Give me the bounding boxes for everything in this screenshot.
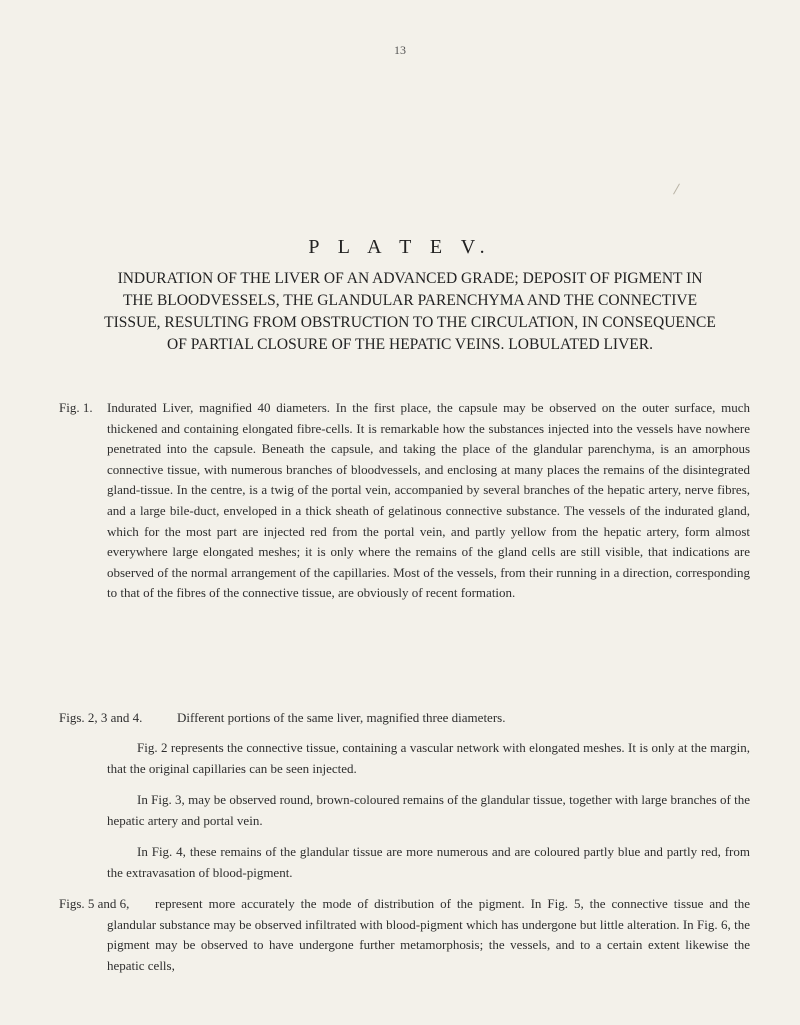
figs234-text: Different portions of the same liver, magnified three diameters. — [177, 710, 506, 725]
heading-line: THE BLOODVESSELS, THE GLANDULAR PARENCHYMA AND THE CONNECTIVE — [122, 292, 698, 309]
page-number: 13 — [394, 43, 406, 57]
plate-heading — [50, 268, 770, 356]
figs234-label: Figs. 2, 3 and 4. — [59, 710, 143, 725]
heading-line: OF PARTIAL CLOSURE OF THE HEPATIC VEINS. LOBULATED LIVER. — [167, 336, 653, 353]
fig4-paragraph: In Fig. 4, these remains of the glandular tissue are more numerous and are coloured partly blue and partly red, from the extravasation of blood-pigment. — [107, 844, 750, 880]
figs56-text: represent more accurately the mode of distribution of the pigment. In Fig. 5, the connective tissue and the glandular substance may be observed infiltrated with blood-pigment which has undergone but little alteration. In Fig. 6, the pigment may be observed to have undergone further metamorphosis; the vessels, and to a certain extent likewise the hepatic cells, — [107, 896, 750, 973]
fig3-paragraph: In Fig. 3, may be observed round, brown-coloured remains of the glandular tissue, together with large branches of the hepatic artery and portal vein. — [107, 792, 750, 828]
heading-line: INDURATION OF THE LIVER OF AN ADVANCED GRADE; DEPOSIT OF PIGMENT IN — [117, 270, 703, 287]
fig1-label: Fig. 1. — [59, 400, 93, 415]
stray-mark — [673, 184, 680, 195]
plate-title: P L A T E V. — [308, 236, 492, 258]
figs56-label: Figs. 5 and 6, — [59, 896, 130, 911]
fig1-text: Indurated Liver, magnified 40 diameters. In the first place, the capsule may be observed on the outer surface, much thickened and containing elongated fibre-cells. It is remarkable how the substances injected into the vessels have nowhere penetrated into the capsule. Beneath the capsule, and taking the place of the glandular parenchyma, is an amorphous connective tissue, with numerous branches of bloodvessels, and enclosing at many places the remains of the disintegrated gland-tissue. In the centre, is a twig of the portal vein, accompanied by several branches of the hepatic artery, nerve fibres, and a large bile-duct, enveloped in a thick sheath of gelatinous connective substance. The vessels of the indurated gland, which for the most part are injected red from the portal vein, and partly yellow from the hepatic artery, form almost everywhere large elongated meshes; it is only where the remains of the gland cells are still visible, that indications are observed of the normal arrangement of the capillaries. Most of the vessels, from their running in a direction, corresponding to that of the fibres of the connective tissue, are obviously of recent formation. — [107, 400, 750, 601]
fig2-paragraph: Fig. 2 represents the connective tissue, containing a vascular network with elongated meshes. It is only at the margin, that the original capillaries can be seen injected. — [107, 740, 750, 776]
heading-line: TISSUE, RESULTING FROM OBSTRUCTION TO THE CIRCULATION, IN CONSEQUENCE — [104, 314, 716, 331]
